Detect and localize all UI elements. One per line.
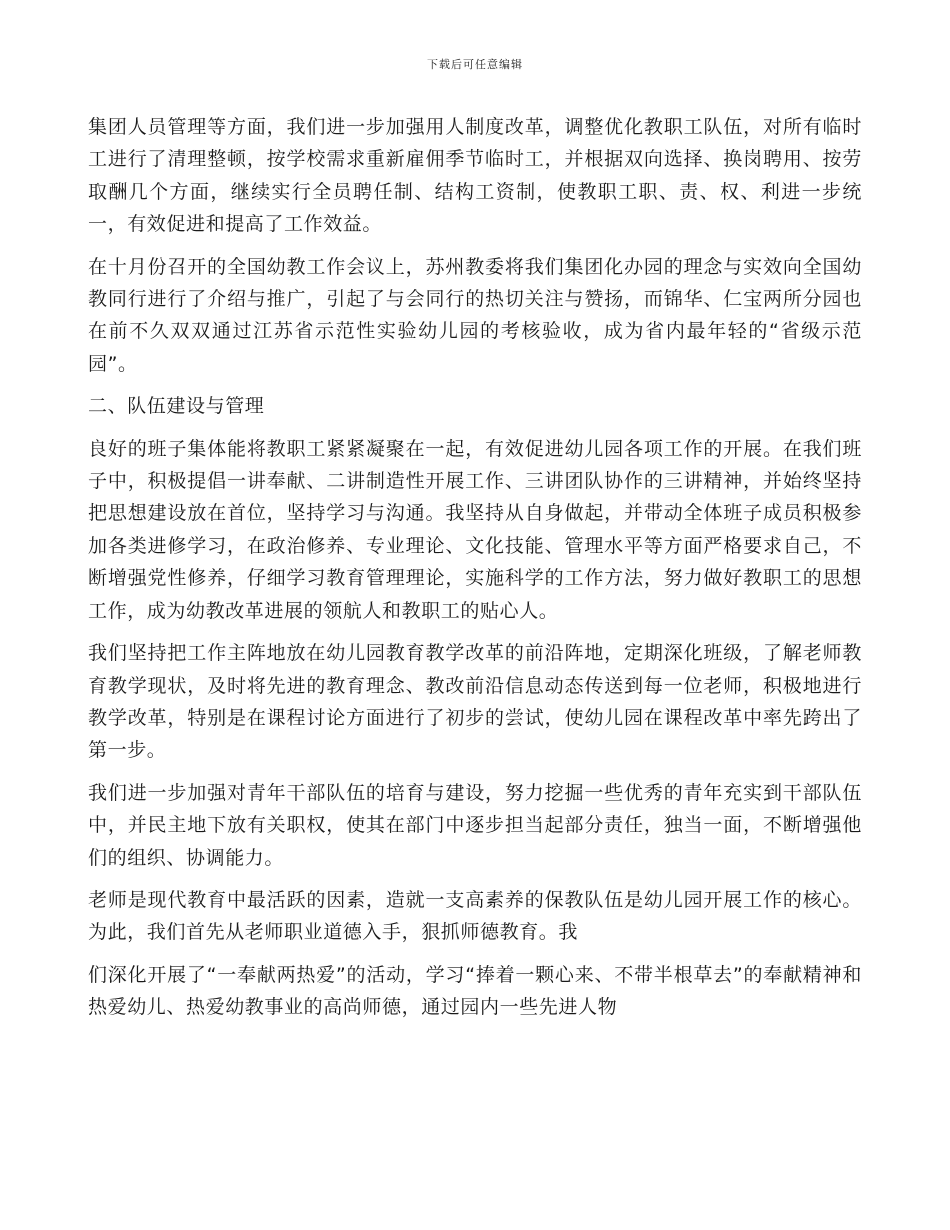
- paragraph-young-cadres: 我们进一步加强对青年干部队伍的培育与建设，努力挖掘一些优秀的青年充实到干部队伍中，并民主地下放有关职权，使其在部门中逐步担当起部分责任，独当一面，不断增强他们的组织、协调能力。: [88, 781, 862, 869]
- section-heading-team-building: 二、队伍建设与管理: [88, 395, 265, 418]
- paragraph-dedication-activity: 们深化开展了“一奉献两热爱”的活动，学习“捧着一颗心来、不带半根草去”的奉献精神和热爱幼儿、热爱幼教事业的高尚师德，通过园内一些先进人物: [88, 963, 862, 1019]
- paragraph-staff-management: 集团人员管理等方面，我们进一步加强用人制度改革，调整优化教职工队伍，对所有临时工进行了清理整顿，按学校需求重新雇佣季节临时工，并根据双向选择、换岗聘用、按劳取酬几个方面，继续实行全员聘任制、结构工资制，使教职工职、责、权、利进一步统一，有效促进和提高了工作效益。: [88, 116, 862, 236]
- paragraph-leadership-team: 良好的班子集体能将教职工紧紧凝聚在一起，有效促进幼儿园各项工作的开展。在我们班子中，积极提倡一讲奉献、二讲制造性开展工作、三讲团队协作的三讲精神，并始终坚持把思想建设放在首位，坚持学习与沟通。我坚持从自身做起，并带动全体班子成员积极参加各类进修学习，在政治修养、专业理论、文化技能、管理水平等方面严格要求自己，不断增强党性修养，仔细学习教育管理理论，实施科学的工作方法，努力做好教职工的思想工作，成为幼教改革进展的领航人和教职工的贴心人。: [88, 437, 862, 622]
- paragraph-conference: 在十月份召开的全国幼教工作会议上，苏州教委将我们集团化办园的理念与实效向全国幼教同行进行了介绍与推广，引起了与会同行的热切关注与赞扬，而锦华、仁宝两所分园也在前不久双双通过江苏省示范性实验幼儿园的考核验收，成为省内最年轻的“省级示范园”。: [88, 255, 862, 375]
- paragraph-teacher-ethics: 老师是现代教育中最活跃的因素，造就一支高素养的保教队伍是幼儿园开展工作的核心。为此，我们首先从老师职业道德入手，狠抓师德教育。我: [88, 888, 862, 944]
- paragraph-teaching-reform: 我们坚持把工作主阵地放在幼儿园教育教学改革的前沿阵地，定期深化班级，了解老师教育教学现状，及时将先进的教育理念、教改前沿信息动态传送到每一位老师，积极地进行教学改革，特别是在课程讨论方面进行了初步的尝试，使幼儿园在课程改革中率先跨出了第一步。: [88, 642, 862, 762]
- page-header: 下载后可任意编辑: [427, 58, 523, 71]
- document-body: [88, 111, 862, 1034]
